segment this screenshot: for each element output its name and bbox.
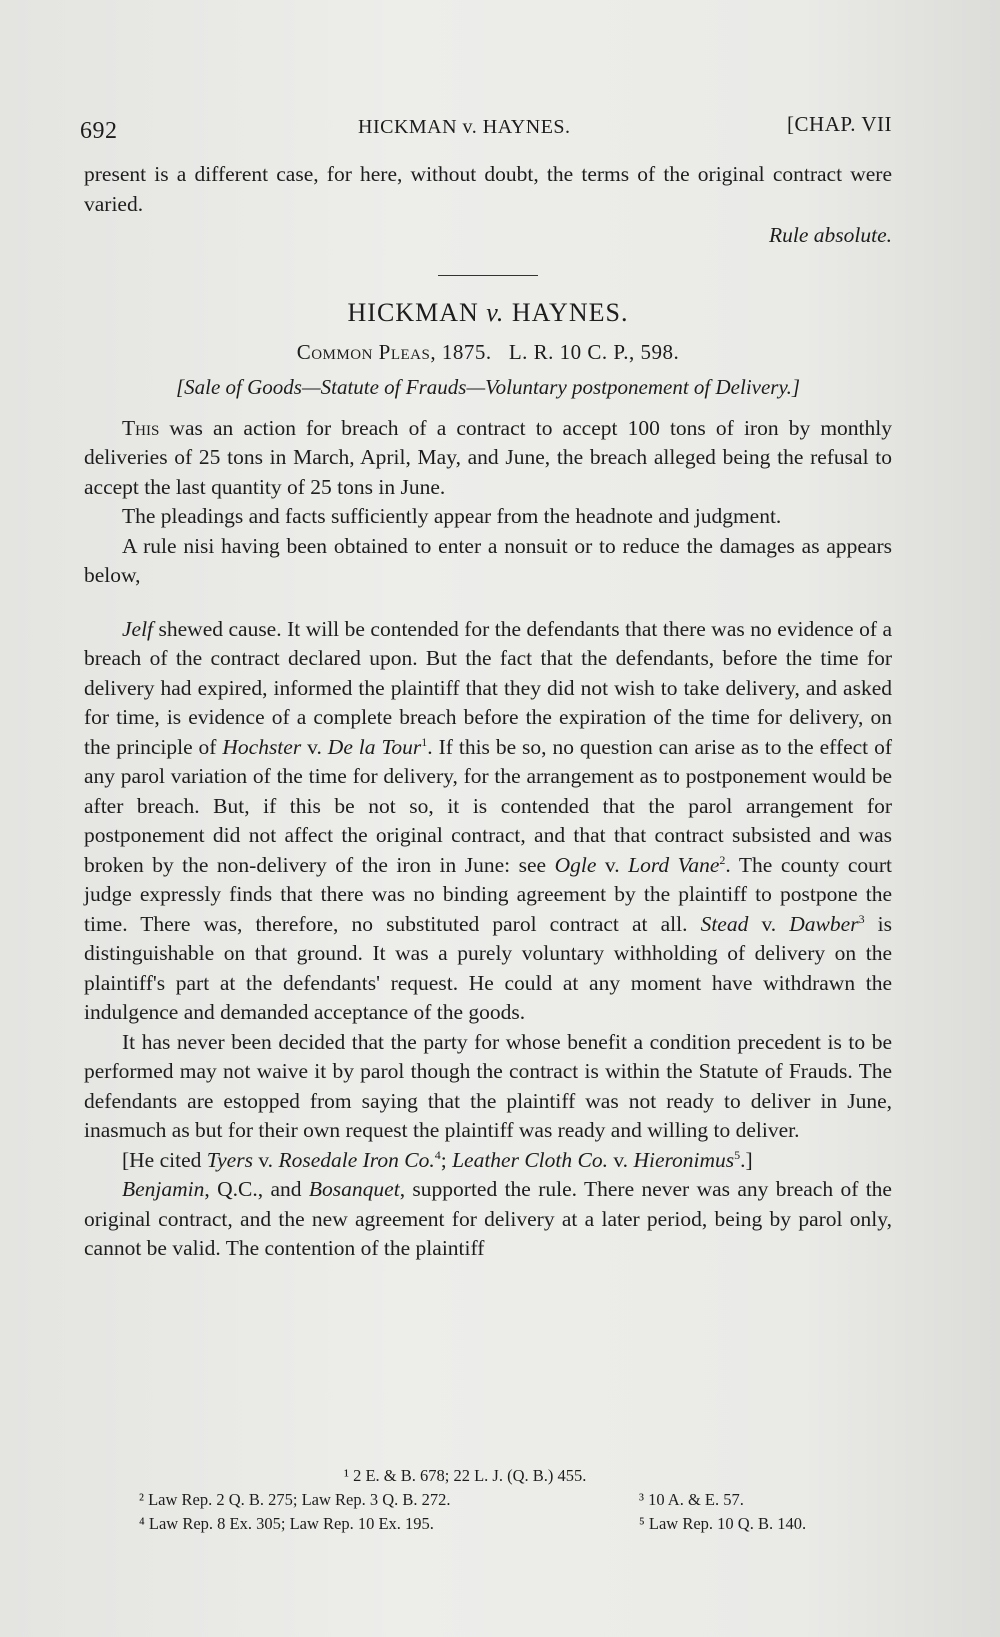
case-name: Ogle	[554, 852, 597, 877]
text-run: . If this be so, no question can arise as to the effect of any parol variation of the time for delivery, for the arrangement as to postponement would be after breach. But, if this be not so, it is contended that the parol arrangement for postponement did not affect the original contract, and that that contract subsisted and was broken by the non-delivery of the iron in June: see	[84, 734, 892, 877]
text-run: , supported the rule. There never was any breach of the original contract, and the new agreement for delivery at a later period, being by parol only, cannot be valid. The contention of the plaintiff	[84, 1177, 892, 1260]
text-run: v.	[748, 911, 790, 936]
paragraph-2: The pleadings and facts sufficiently appear from the headnote and judgment.	[122, 504, 782, 528]
previous-case-text: present is a different case, for here, without doubt, the terms of the original contract were varied.	[84, 162, 892, 216]
chapter-label: [CHAP. VII	[787, 112, 892, 136]
previous-case-disposition: Rule absolute.	[768, 223, 892, 247]
text-run: v.	[301, 734, 328, 759]
paragraph-1-text: was an action for breach of a contract to accept 100 tons of iron by monthly deliveries of 25 tons in March, April, May, and June, the breach alleged being the refusal to accept the last quantity of 25 tons in June.	[84, 415, 892, 499]
footnote-2: ² Law Rep. 2 Q. B. 275; Law Rep. 3 Q. B. 272.	[139, 1490, 451, 1509]
page-number: 692	[80, 118, 118, 144]
paragraph-1	[84, 414, 892, 503]
footnote-ref: 4	[434, 1147, 441, 1162]
case-versus: v.	[486, 297, 505, 327]
case-name: Stead	[700, 911, 749, 936]
case-party-b: HAYNES.	[504, 297, 629, 327]
text-run: , Q.C., and	[204, 1177, 309, 1201]
text-run: is distinguishable on that ground. It was a purely voluntary withholding of delivery on the plaintiff's part at the defendants' request. He could at any moment have withdrawn the indulgence and demanded acceptance of the goods.	[84, 911, 893, 1024]
footnote-5: ⁵ Law Rep. 10 Q. B. 140.	[639, 1514, 807, 1533]
footnote-ref: 3	[858, 911, 865, 926]
headnote: [Sale of Goods—Statute of Frauds—Voluntary postponement of Delivery.]	[175, 374, 801, 399]
page-body	[84, 160, 892, 1264]
footnote-3: ³ 10 A. & E. 57.	[639, 1490, 744, 1509]
case-name: Dawber	[789, 911, 859, 936]
text-run: [He cited	[122, 1147, 207, 1172]
paragraph-6	[84, 1146, 892, 1176]
case-divider	[438, 275, 538, 276]
footnotes	[84, 1464, 892, 1536]
case-name: Lord Vane	[628, 852, 720, 877]
running-title: HICKMAN v. HAYNES.	[358, 116, 571, 138]
text-run: . The county court judge expressly finds that there was no binding agreement by the plaintiff to postpone the time. There was, therefore, no substituted parol contract at all.	[84, 852, 892, 936]
case-party-a: HICKMAN	[347, 297, 487, 327]
case-title	[84, 298, 892, 328]
text-run: v.	[607, 1147, 634, 1172]
case-name: Tyers	[206, 1147, 253, 1172]
text-run: .]	[740, 1147, 753, 1172]
footnote-row	[84, 1464, 892, 1488]
case-name: Hochster	[222, 734, 302, 759]
text-run: v.	[252, 1147, 279, 1172]
paragraph-3: A rule nisi having been obtained to enter a nonsuit or to reduce the damages as appears below,	[84, 533, 892, 587]
text-run: shewed cause. It will be contended for the defendants that there was no evidence of a breach of the contract declared upon. But the fact that the defendants, before the time for delivery had expired, informed the plaintiff that they did not wish to take delivery, and asked for time, is evidence of a complete breach before the expiration of the time for delivery, on the principle of	[84, 616, 892, 759]
text-run: v.	[596, 852, 629, 877]
case-name: De la Tour	[327, 734, 422, 759]
footnote-ref: 1	[421, 734, 428, 749]
case-name: Rosedale Iron Co.	[278, 1147, 435, 1172]
counsel-name: Benjamin	[122, 1177, 205, 1201]
lead-word: This	[122, 415, 160, 440]
paragraph-5: It has never been decided that the party for whose benefit a condition precedent is to be performed may not waive it by parol though the contract is within the Statute of Frauds. The defendants are estopped from saying that the plaintiff was not ready to deliver in June, inasmuch as but for their own request the plaintiff was ready and willing to deliver.	[84, 1029, 892, 1142]
case-court: Common Pleas, 1875.	[296, 339, 492, 364]
counsel-name: Jelf	[122, 616, 154, 641]
spacer	[84, 591, 892, 615]
footnote-4: ⁴ Law Rep. 8 Ex. 305; Law Rep. 10 Ex. 195.	[139, 1514, 434, 1533]
footnote-row	[84, 1488, 892, 1512]
counsel-name: Bosanquet	[308, 1177, 400, 1201]
case-report: L. R. 10 C. P., 598.	[508, 339, 680, 364]
page-header	[80, 112, 892, 148]
text-run: ;	[440, 1147, 453, 1172]
footnote-ref: 2	[719, 852, 726, 867]
case-citation	[84, 340, 892, 365]
footnote-1: ¹ 2 E. & B. 678; 22 L. J. (Q. B.) 455.	[344, 1466, 587, 1485]
footnote-row	[84, 1512, 892, 1536]
paragraph-7	[84, 1175, 892, 1264]
footnote-ref: 5	[734, 1147, 741, 1162]
paragraph-4	[84, 615, 892, 1028]
case-name: Hieronimus	[633, 1147, 735, 1172]
case-name: Leather Cloth Co.	[452, 1147, 608, 1172]
